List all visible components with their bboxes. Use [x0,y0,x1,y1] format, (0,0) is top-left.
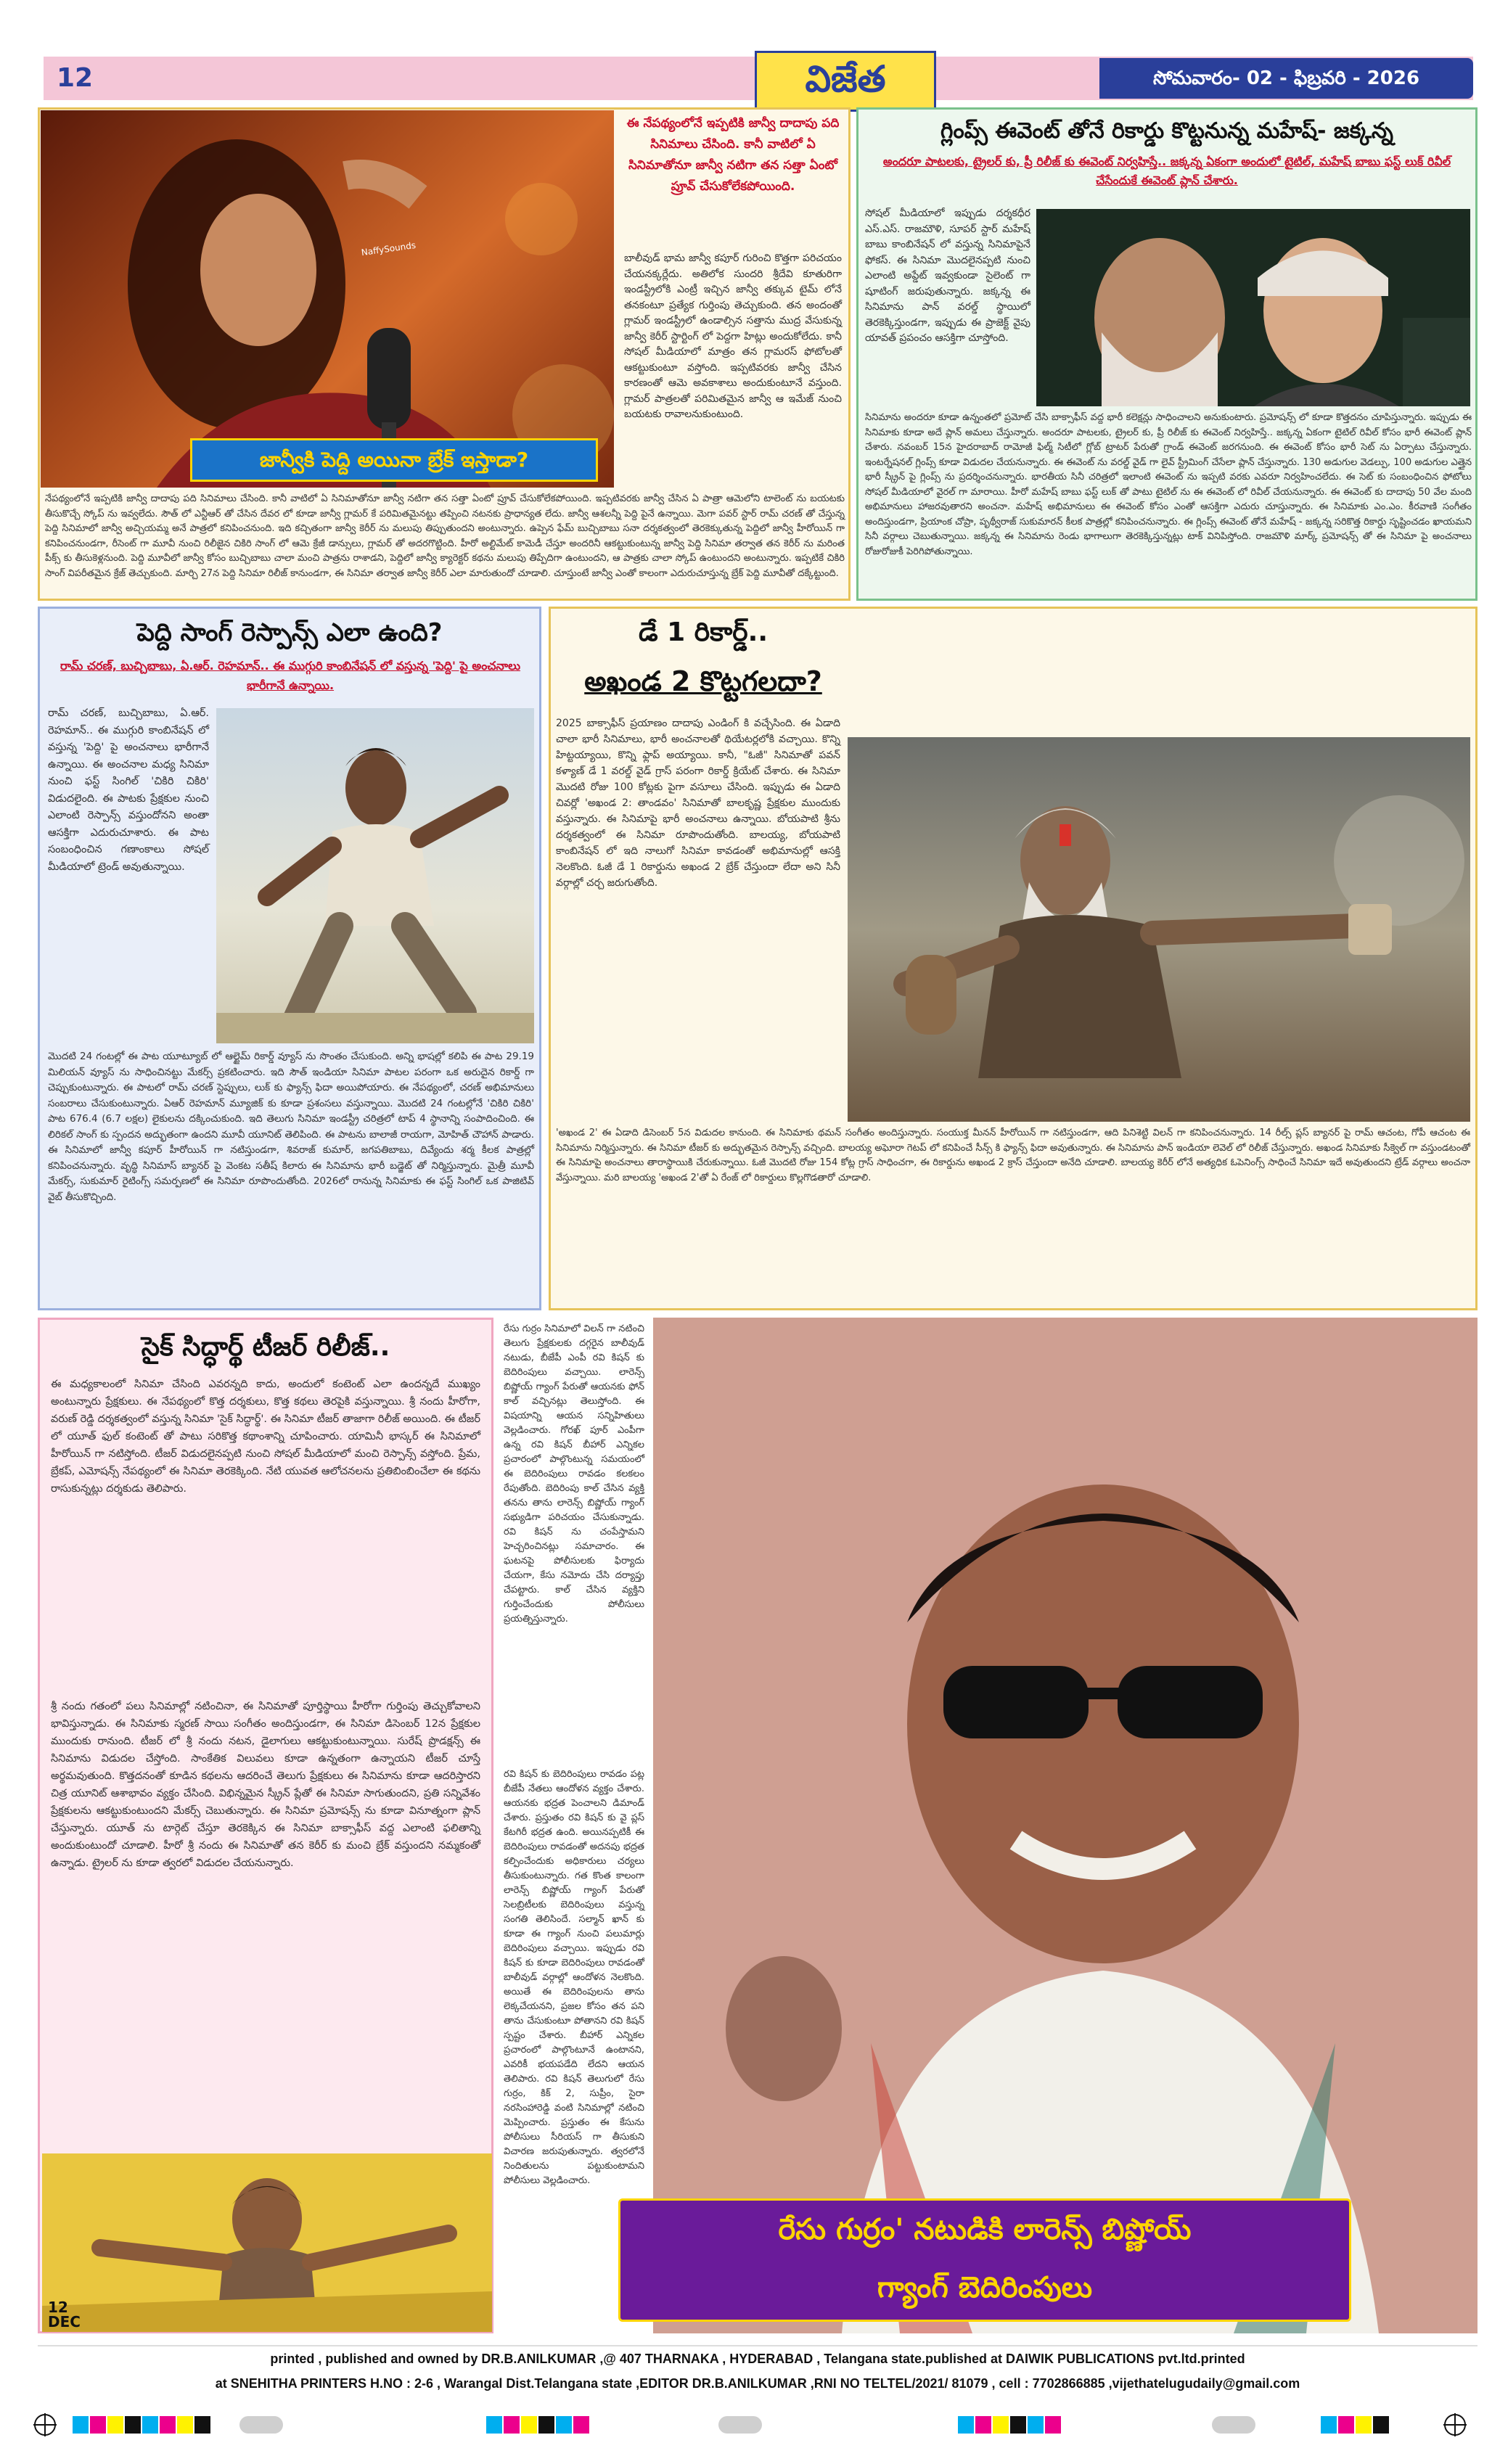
mahesh-body-1: సోషల్ మీడియాలో ఇప్పుడు దర్శకధీర ఎస్.ఎస్. రాజమౌళి, సూపర్ స్టార్ మహేష్ బాబు కాంబినేషన్ లో వస్తున్న సినిమాపైనే ఫోకస్. ఈ సినిమా మొదలైనప్పటి నుంచి ఎలాంటి అప్డేట్ ఇవ్వకుండా సైలెంట్ గా షూటింగ్ జరుపుతున్నారు. జక్కన్న ఈ సినిమాను పాన్ వరల్డ్ స్థాయిలో తెరకెక్కిస్తుండగా, ఇప్పుడు ఈ ప్రాజెక్ట్ వైపు యావత్ ప్రపంచం ఆసక్తిగా చూస్తోంది. [865,208,1030,344]
color-registration-strip [22,2410,1480,2439]
akhanda-title-2: అఖండ 2 కొట్టగలదా? [584,665,822,697]
ravikishan-banner-line1: రేసు గుర్రం' నటుడికి లారెన్స్ బిష్ణోయ్ [778,2213,1192,2246]
ravikishan-body-1: రేసు గుర్రం సినిమాలో విలన్ గా నటించి తెలుగు ప్రేక్షకులకు దగ్గరైన బాలీవుడ్ నటుడు, బీజేపీ ఎంపీ రవి కిషన్ కు బెదిరింపులు వచ్చాయి. లారెన్స్ బిష్ణోయ్ గ్యాంగ్ పేరుతో ఆయనకు ఫోన్ కాల్ వచ్చినట్లు తెలుస్తోంది. ఈ విషయాన్ని ఆయన సన్నిహితులు వెల్లడించారు. గోరఖ్ పూర్ ఎంపీగా ఉన్న రవి కిషన్ బీహార్ ఎన్నికల ప్రచారంలో పాల్గొంటున్న సమయంలో ఈ బెదిరింపులు రావడం కలకలం రేపుతోంది. బెదిరింపు కాల్ చేసిన వ్యక్తి తనను తాను లారెన్స్ బిష్ణోయ్ గ్యాంగ్ సభ్యుడిగా పరిచయం చేసుకున్నాడు. రవి కిషన్ ను చంపేస్తామని హెచ్చరించినట్లు సమాచారం. ఈ ఘటనపై పోలీసులకు ఫిర్యాదు చేయగా, కేసు నమోదు చేసి దర్యాప్తు చేపట్టారు. కాల్ చేసిన వ్యక్తిని గుర్తించేందుకు పోలీసులు ప్రయత్నిస్తున్నారు. [504,1323,644,1625]
psych-poster [42,2153,492,2332]
mahesh-illustration [1036,209,1470,406]
janhvi-body-2: నేపథ్యంలోనే ఇప్పటికి జాన్వీ దాదాపు పది సినిమాలు చేసింది. కానీ వాటిలో ఏ సినిమాతోనూ జాన్వీ నటిగా తన సత్తా ఏంటో ప్రూవ్ చేసుకోలేకపోయింది. ఇప్పటివరకు జాన్వీ చేసిన ఏ పాత్రా ఆమెలోని టాలెంట్ ను బయటకు తీసుకొచ్చే స్కోప్ ను ఇవ్వలేదు. సౌత్ లో ఎన్టీఆర్ తో చేసిన దేవర లో కూడా జాన్వీ గ్లామర్ కే పరిమితమైనట్టు తప్పించి నటనకు ప్రాధాన్యత లేదు. జాన్వీ ఆశలన్నీ పెద్ది పైనే ఉన్నాయి. మెగా పవర్ స్టార్ రామ్ చరణ్ తో చేస్తున్న పెద్ది సినిమాలో జాన్వీ అచ్చియమ్మ అనే పాత్రలో కనిపించనుంది. ఇది కచ్చితంగా జాన్వీ కెరీర్ ను మలుపు తిప్పుతుందని అంటున్నారు. ఉప్పెన ఫేమ్ బుచ్చిబాబు సనా దర్శకత్వంలో తెరకెక్కుతున్న పెద్దిలో జాన్వీ హీరోయిన్ గా కనిపించనుండగా, రీసెంట్ గా మూవీ నుంచి రిలీజైన చికిరి సాంగ్ లో ఆమె క్రేజీ డాన్సులు, గ్లామర్ తో అదరగొట్టింది. హీరో అల్టిమేట్ కామెడీ చేస్తూ అందరినీ ఆకట్టుకుంటున్న జాన్వీ పెద్ది సినిమా తర్వాత తన కెరీర్ ను మరింత పీక్స్ కు తీసుకెళ్లనుంది. పెద్ది మూవీలో జాన్వీ కోసం బుచ్చిబాబు చాలా మంచి పాత్రను రాశాడని, పెద్దిలో జాన్వీ క్యారెక్టర్ కథను మలుపు తిప్పేదిగా ఉంటుందని, ఆ పాత్రకు చాలా స్కోప్ ఉంటుందని అంటున్నారు. ఇప్పటికే చికిరి సాంగ్ విపరీతమైన క్రేజ్ తెచ్చుకుంది. మార్చి 27న పెద్ది సినిమా రిలీజ్ కానుండగా, ఈ సినిమా తర్వాత జాన్వీ కెరీర్ ఎలా మారుతుందో చూడాలి. చూస్తుంటే జాన్వీ ఎంతో కాలంగా ఎదురుచూస్తున్న బ్రేక్ పెద్ది మూవీతో దక్కేట్టుంది. [45,493,845,579]
ravikishan-illustration [653,1318,1478,2333]
mahesh-photo [1036,209,1470,406]
masthead-logo [755,51,936,112]
peddi-illustration [216,708,534,1043]
janhvi-photo [41,110,614,488]
akhanda-photo [848,737,1470,1122]
peddi-title: పెద్ది సాంగ్ రెస్పాన్స్ ఎలా ఉంది? [136,618,443,647]
janhvi-body-1: బాలీవుడ్ భామ జాన్వీ కపూర్ గురించి కొత్తగా పరిచయం చేయనక్కర్లేదు. అతిలోక సుందరి శ్రీదేవి కూతురిగా ఇండస్ట్రీలోకి ఎంట్రీ ఇచ్చిన జాన్వీ తక్కువ టైమ్ లోనే తనకంటూ ప్రత్యేక గుర్తింపు తెచ్చుకుంది. తన అందంతో గ్లామర్ ఇండస్ట్రీలో ఉండాల్సిన సత్తాను ముద్ర వేసుకున్న జాన్వీ కెరీర్ స్టార్టింగ్ లో పెద్దగా హిట్లు అందుకోలేదు. కానీ సోషల్ మీడియాలో మాత్రం తన గ్లామరస్ ఫోటోలతో ఆకట్టుకుంటూ వస్తోంది. ఇప్పటివరకు జాన్వీ చేసిన కారణంతో ఆమె అవకాశాలు అందుకుంటూనే వస్తుంది. గ్లామర్ పాత్రలతో పరిమితమైన జాన్వీ ఆ ఇమేజ్ నుంచి బయటకు రావాలనుకుంటుంది. [624,252,842,420]
janhvi-illustration [41,110,614,488]
psych-title: సైక్ సిద్ధార్థ్ టీజర్ రిలీజ్.. [141,1332,390,1362]
footer-line-2: at SNEHITHA PRINTERS H.NO : 2-6 , Warangal Dist.Telangana state ,EDITOR DR.B.ANILKUMAR ,RNI NO TELTEL/2021/ 81079 , cell : 7702866885 ,vijethatelugudaily@gmail.com [215,2376,1300,2391]
peddi-photo [216,708,534,1043]
date-box [1099,58,1473,99]
mahesh-subtitle: అందరూ పాటలకు, ట్రైలర్ కు, ప్రీ రిలీజ్ కు ఈవెంట్ నిర్వహిస్తే.. జక్కన్న ఏకంగా అందులో టైటిల్, మహేష్ బాబు ఫస్ట్ లుక్ రివీల్ చేసేందుకే ఈవెంట్ ప్లాన్ చేశారు. [882,155,1451,187]
peddi-body-2: మొదటి 24 గంటల్లో ఈ పాట యూట్యూబ్ లో ఆల్టైమ్ రికార్డ్ వ్యూస్ ను సొంతం చేసుకుంది. అన్ని భాషల్లో కలిపి ఈ పాట 29.19 మిలియన్ వ్యూస్ ను సాధించినట్టు మేకర్స్ ప్రకటించారు. ఇది సౌత్ ఇండియా సినిమా పాటల పరంగా ఒక అరుదైన రికార్డ్ గా చెప్పుకుంటున్నారు. ఈ పాటలో రామ్ చరణ్ స్టెప్పులు, లుక్ కు ఫ్యాన్స్ ఫిదా అయిపోయారు. ఈ నేపథ్యంలో, చరణ్ అభిమానులు సంబరాలు చేసుకుంటున్నారు. ఏఆర్ రెహమాన్ మ్యూజిక్ కు కూడా ప్రశంసలు వస్తున్నాయి. మొదటి 24 గంటల్లోనే 'చికిరి చికిరి' పాట 676.4 (6.7 లక్షల) లైకులను దక్కించుకుంది. ఇది తెలుగు సినిమా ఇండస్ట్రీ చరిత్రలో టాప్ 4 స్థానాన్ని సంపాదించింది. ఈ లిరికల్ సాంగ్ కు స్పందన అద్భుతంగా ఉందని మూవీ యూనిట్ తెలిపింది. ఈ పాటను బాలాజీ రాయగా, మోహిత్ చౌహాన్ పాడారు. ఈ సినిమాలో జాన్వీ కపూర్ హీరోయిన్ గా నటిస్తుండగా, శివరాజ్ కుమార్, జగపతిబాబు, దివ్యేందు శర్మ కీలక పాత్రల్లో కనిపించనున్నారు. వృద్ధి సినిమాస్ బ్యానర్ పై వెంకట సతీష్ కిలారు ఈ సినిమాను భారీ బడ్జెట్ తో నిర్మిస్తున్నారు. మైత్రీ మూవీ మేకర్స్, సుకుమార్ రైటింగ్స్ సమర్పణలో ఈ సినిమా రూపొందుతోంది. 2026లో రానున్న సినిమాకు ఈ ఫస్ట్ సింగిల్ ఒక పాజిటివ్ వైబ్ తీసుకొచ్చింది. [48,1051,534,1203]
akhanda-illustration [848,737,1470,1122]
psych-poster-illustration [42,2153,492,2332]
peddi-body-1: రామ్ చరణ్, బుచ్చిబాబు, ఏ.ఆర్. రెహమాన్.. ఈ ముగ్గురి కాంబినేషన్ లో వస్తున్న 'పెద్ది' పై అంచనాలు భారీగానే ఉన్నాయి. ఈ అంచనాల మధ్య సినిమా నుంచి ఫస్ట్ సింగిల్ 'చికిరి చికిరి' విడుదలైంది. ఈ పాటకు ప్రేక్షకుల నుంచి ఎలాంటి రెస్పాన్స్ వస్తుందోనని అంతా ఆసక్తిగా ఎదురుచూశారు. ఈ పాట సంబంధించిన గణాంకాలు సోషల్ మీడియాలో ట్రెండ్ అవుతున్నాయి. [48,707,209,873]
mahesh-title: గ్లింప్స్ ఈవెంట్ తోనే రికార్డు కొట్టనున్న మహేష్- జక్కన్న [940,118,1393,144]
ravikishan-banner [618,2198,1351,2322]
ravikishan-banner-line2: గ్యాంగ్ బెదిరింపులు [877,2271,1093,2304]
ravikishan-photo [653,1318,1478,2333]
ravikishan-body-2: రవి కిషన్ కు బెదిరింపులు రావడం పట్ల బీజేపీ నేతలు ఆందోళన వ్యక్తం చేశారు. ఆయనకు భద్రత పెంచాలని డిమాండ్ చేశారు. ప్రస్తుతం రవి కిషన్ కు వై ప్లస్ కేటగిరీ భద్రత ఉంది. అయినప్పటికీ ఈ బెదిరింపులు రావడంతో అదనపు భద్రత కల్పించేందుకు అధికారులు చర్యలు తీసుకుంటున్నారు. గత కొంత కాలంగా లారెన్స్ బిష్ణోయ్ గ్యాంగ్ పేరుతో సెలబ్రిటీలకు బెదిరింపులు వస్తున్న సంగతి తెలిసిందే. సల్మాన్ ఖాన్ కు కూడా ఈ గ్యాంగ్ నుంచి పలుమార్లు బెదిరింపులు వచ్చాయి. ఇప్పుడు రవి కిషన్ కు కూడా బెదిరింపులు రావడంతో బాలీవుడ్ వర్గాల్లో ఆందోళన నెలకొంది. అయితే ఈ బెదిరింపులను తాను లెక్కచేయనని, ప్రజల కోసం తన పని తాను చేసుకుంటూ పోతానని రవి కిషన్ స్పష్టం చేశారు. బీహార్ ఎన్నికల ప్రచారంలో పాల్గొంటూనే ఉంటానని, ఎవరికీ భయపడేది లేదని ఆయన తెలిపారు. రవి కిషన్ తెలుగులో రేసు గుర్రం, కిక్ 2, సుప్రీం, సైరా నరసింహారెడ్డి వంటి సినిమాల్లో నటించి మెప్పించారు. ప్రస్తుతం ఈ కేసును పోలీసులు సీరియస్ గా తీసుకుని విచారణ జరుపుతున్నారు. త్వరలోనే నిందితులను పట్టుకుంటామని పోలీసులు వెల్లడించారు. [504,1769,644,2186]
psych-body-2: శ్రీ నందు గతంలో పలు సినిమాల్లో నటించినా, ఈ సినిమాతో పూర్తిస్థాయి హీరోగా గుర్తింపు తెచ్చుకోవాలని భావిస్తున్నాడు. ఈ సినిమాకు స్మరణ్ సాయి సంగీతం అందిస్తుండగా, ఈ సినిమా డిసెంబర్ 12న ప్రేక్షకుల ముందుకు రానుంది. టీజర్ లో శ్రీ నందు నటన, డైలాగులు ఆకట్టుకుంటున్నాయి. సురేష్ ప్రొడక్షన్స్ ఈ సినిమాను విడుదల చేస్తోంది. సాంకేతిక విలువలు కూడా ఉన్నతంగా ఉన్నాయని టీజర్ చూస్తే అర్థమవుతుంది. కొత్తదనంతో కూడిన కథలను ఆదరించే తెలుగు ప్రేక్షకులు ఈ సినిమాను కూడా ఆదరిస్తారని చిత్ర యూనిట్ ఆశాభావం వ్యక్తం చేసింది. విభిన్నమైన స్క్రీన్ ప్లేతో ఈ సినిమా సాగుతుందని, ప్రతి సన్నివేశం ప్రేక్షకులను ఆకట్టుకుంటుందని మేకర్స్ చెబుతున్నారు. ఈ సినిమా ప్రమోషన్స్ ను కూడా వినూత్నంగా ప్లాన్ చేస్తున్నారు. యూత్ ను టార్గెట్ చేస్తూ తెరకెక్కిన ఈ సినిమా బాక్సాఫీస్ వద్ద ఎలాంటి ఫలితాన్ని అందుకుంటుందో చూడాలి. హీరో శ్రీ నందు ఈ సినిమాతో తన కెరీర్ కు మంచి బ్రేక్ వస్తుందని నమ్మకంతో ఉన్నాడు. ట్రైలర్ ను కూడా త్వరలో విడుదల చేయనున్నారు. [51,1701,480,1869]
janhvi-banner-text: జాన్వీకి పెద్ది అయినా బ్రేక్ ఇస్తాడా? [259,448,529,472]
psych-body-1: ఈ మధ్యకాలంలో సినిమా చేసింది ఎవరన్నది కాదు, అందులో కంటెంట్ ఎలా ఉందన్నదే ముఖ్యం అంటున్నారు ప్రేక్షకులు. ఈ నేపథ్యంలో కొత్త దర్శకులు, కొత్త కథలు తెరపైకి వస్తున్నాయి. శ్రీ నందు హీరోగా, వరుణ్ రెడ్డి దర్శకత్వంలో వస్తున్న సినిమా 'సైక్ సిద్ధార్థ్'. ఈ సినిమా టీజర్ తాజాగా రిలీజ్ అయింది. ఈ టీజర్ లో యూత్ ఫుల్ కంటెంట్ తో పాటు సరికొత్త కథాంశాన్ని చూపించారు. యామినీ భాస్కర్ ఈ సినిమాలో హీరోయిన్ గా నటిస్తోంది. టీజర్ విడుదలైనప్పటి నుంచి సోషల్ మీడియాలో మంచి రెస్పాన్స్ వస్తోంది. ప్రేమ, బ్రేకప్, ఎమోషన్స్ నేపథ్యంలో ఈ సినిమా తెరకెక్కింది. నేటి యువత ఆలోచనలను ప్రతిబింబించేలా ఈ కథను రాసుకున్నట్లు దర్శకుడు తెలిపారు. [51,1379,480,1495]
peddi-subtitle: రామ్ చరణ్, బుచ్చిబాబు, ఏ.ఆర్. రెహమాన్.. ఈ ముగ్గురి కాంబినేషన్ లో వస్తున్న 'పెద్ది' పై అంచనాలు భారీగానే ఉన్నాయి. [60,659,521,692]
registration-marks [22,2410,1480,2439]
issue-date: సోమవారం- 02 - ఫిబ్రవరి - 2026 [1152,67,1420,89]
janhvi-intro: ఈ నేపథ్యంలోనే ఇప్పటికి జాన్వీ దాదాపు పది సినిమాలు చేసింది. కానీ వాటిలో ఏ సినిమాతోనూ జాన్వీ నటిగా తన సత్తా ఏంటో ప్రూవ్ చేసుకోలేకపోయింది. [626,116,840,194]
masthead-title: విజేత [805,57,886,100]
footer-line-1: printed , published and owned by DR.B.ANILKUMAR ,@ 407 THARNAKA , HYDERABAD , Telangana state.published at DAIWIK PUBLICATIONS pvt.ltd.printed [270,2352,1245,2366]
psych-poster-date: 12 DEC [48,2299,81,2330]
akhanda-body-1: 2025 బాక్సాఫీస్ ప్రయాణం దాదాపు ఎండింగ్ కి వచ్చేసింది. ఈ ఏడాది చాలా భారీ సినిమాలు, భారీ అంచనాలతో థియేటర్లలోకి వచ్చాయి. కొన్ని హిట్టయ్యాయి, కొన్ని ఫ్లాప్ అయ్యాయి. కానీ, "ఓజీ" సినిమాతో పవన్ కళ్యాణ్ డే 1 వరల్డ్ వైడ్ గ్రాస్ పరంగా రికార్డ్ క్రియేట్ చేశారు. ఈ సినిమా మొదటి రోజు 100 కోట్లకు పైగా వసూలు చేసింది. ఇప్పుడు ఈ ఏడాది చివర్లో 'అఖండ 2: తాండవం' సినిమాతో బాలకృష్ణ ప్రేక్షకుల ముందుకు వస్తున్నారు. ఈ సినిమాపై భారీ అంచనాలు ఉన్నాయి. బోయపాటి శ్రీను దర్శకత్వంలో ఈ సినిమా రూపొందుతోంది. బాలయ్య, బోయపాటి కాంబినేషన్ లో ఇది నాలుగో సినిమా కావడంతో అభిమానుల్లో ఆసక్తి నెలకొంది. ఓజీ డే 1 రికార్డును అఖండ 2 బ్రేక్ చేస్తుందా లేదా అని సినీ వర్గాల్లో చర్చ జరుగుతోంది. [556,718,840,889]
footer [38,2345,1478,2402]
page-number: 12 [57,63,94,93]
janhvi-banner [190,438,598,482]
akhanda-title-1: డే 1 రికార్డ్.. [638,617,768,647]
akhanda-body-2: 'అఖండ 2' ఈ ఏడాది డిసెంబర్ 5న విడుదల కానుంది. ఈ సినిమాకు థమన్ సంగీతం అందిస్తున్నారు. సంయుక్త మీనన్ హీరోయిన్ గా నటిస్తుండగా, ఆది పినిశెట్టి విలన్ గా కనిపించనున్నారు. 14 రీల్స్ ప్లస్ బ్యానర్ పై రామ్ ఆచంట, గోపీ ఆచంట ఈ సినిమాను నిర్మిస్తున్నారు. ఈ సినిమా టీజర్ కు అద్భుతమైన రెస్పాన్స్ వచ్చింది. బాలయ్య అఘోరా గెటప్ లో కనిపించే సీన్స్ కి ఫ్యాన్స్ ఫిదా అవుతున్నారు. ఈ సినిమాను పాన్ ఇండియా లెవెల్ లో రిలీజ్ చేస్తున్నారు. అఖండ సినిమాకు సీక్వెల్ గా వస్తుండటంతో ఈ సినిమాపై అంచనాలు తారాస్థాయికి చేరుకున్నాయి. ఓజీ మొదటి రోజు 154 కోట్ల గ్రాస్ సాధించగా, ఈ రికార్డును అఖండ 2 క్రాస్ చేస్తుందా అనేది చూడాలి. బాలయ్య కెరీర్ లోనే అత్యధిక ఓపెనింగ్స్ సాధించే సినిమా ఇదే అవుతుందని ట్రేడ్ వర్గాలు అంచనా వేస్తున్నాయి. మరి బాలయ్య 'అఖండ 2'తో ఏ రేంజ్ లో రికార్డులు కొల్లగొడతారో చూడాలి. [556,1128,1470,1183]
mahesh-body-2: సినిమాను అందరూ కూడా ఉన్నంతలో ప్రమోట్ చేసి బాక్సాఫీస్ వద్ద భారీ కలెక్షన్లు సాధించాలని అనుకుంటారు. ప్రమోషన్స్ లో కూడా కొత్తదనం చూపిస్తున్నారు. ఇప్పుడు ఈ సినిమాకు కూడా అదే ప్లాన్ అమలు చేస్తున్నారు. అందరూ పాటలకు, ట్రైలర్ కు, ప్రీ రిలీజ్ కు ఈవెంట్ నిర్వహిస్తే.. జక్కన్న ఏకంగా టైటిల్ రివీల్ కోసం భారీ ఈవెంట్ ప్లాన్ చేశారు. నవంబర్ 15న హైదరాబాద్ రామోజీ ఫిల్మ్ సిటీలో గ్లోబ్ ట్రాటర్ పేరుతో గ్రాండ్ ఈవెంట్ జరగనుంది. ఈ ఈవెంట్ కోసం భారీ సెట్ ను ఏర్పాటు చేస్తున్నారు. ఇంటర్నేషనల్ గ్లింప్స్ కూడా విడుదల చేయనున్నారు. ఈ ఈవెంట్ ను వరల్డ్ వైడ్ గా లైవ్ స్ట్రీమింగ్ చేసేలా ప్లాన్ చేస్తున్నారు. 130 అడుగుల వెడల్పు, 100 అడుగుల ఎత్తైన భారీ స్క్రీన్ పై గ్లింప్స్ ను ప్రదర్శించనున్నారు. భారతీయ సినీ చరిత్రలో ఇలాంటి ఈవెంట్ ను ఇప్పటి వరకు ఎవరూ నిర్వహించలేదు. ఈ సెట్ కు సంబంధించిన ఫోటోలు సోషల్ మీడియాలో వైరల్ గా మారాయి. హీరో మహేష్ బాబు ఫస్ట్ లుక్ తో పాటు టైటిల్ ను ఈ ఈవెంట్ లో రివీల్ చేయనున్నారు. ఈ ఈవెంట్ కు దాదాపు 50 వేల మంది అభిమానులు హాజరవుతారని అంచనా. మహేష్ అభిమానులు ఈ ఈవెంట్ కోసం ఎంతో ఆసక్తిగా ఎదురు చూస్తున్నారు. ఈ సినిమాకు ఎం.ఎం. కీరవాణి సంగీతం అందిస్తుండగా, ప్రియాంక చోప్రా, పృథ్వీరాజ్ సుకుమారన్ కీలక పాత్రల్లో కనిపించనున్నారు. ఈ గ్లింప్స్ ఈవెంట్ తోనే మహేష్ - జక్కన్న సరికొత్త రికార్డు సృష్టించడం ఖాయమని సినీ వర్గాలు చెబుతున్నాయి. జక్కన్న ఈ సినిమాను రెండు భాగాలుగా తెరకెక్కిస్తున్నట్లు టాక్ వినిపిస్తోంది. రాజమౌళి మార్క్ ప్రమోషన్స్ తో ఈ సినిమా పై అంచనాలు రోజురోజుకీ పెరిగిపోతున్నాయి. [865,412,1472,557]
mic-label: NaffySounds [360,239,417,258]
